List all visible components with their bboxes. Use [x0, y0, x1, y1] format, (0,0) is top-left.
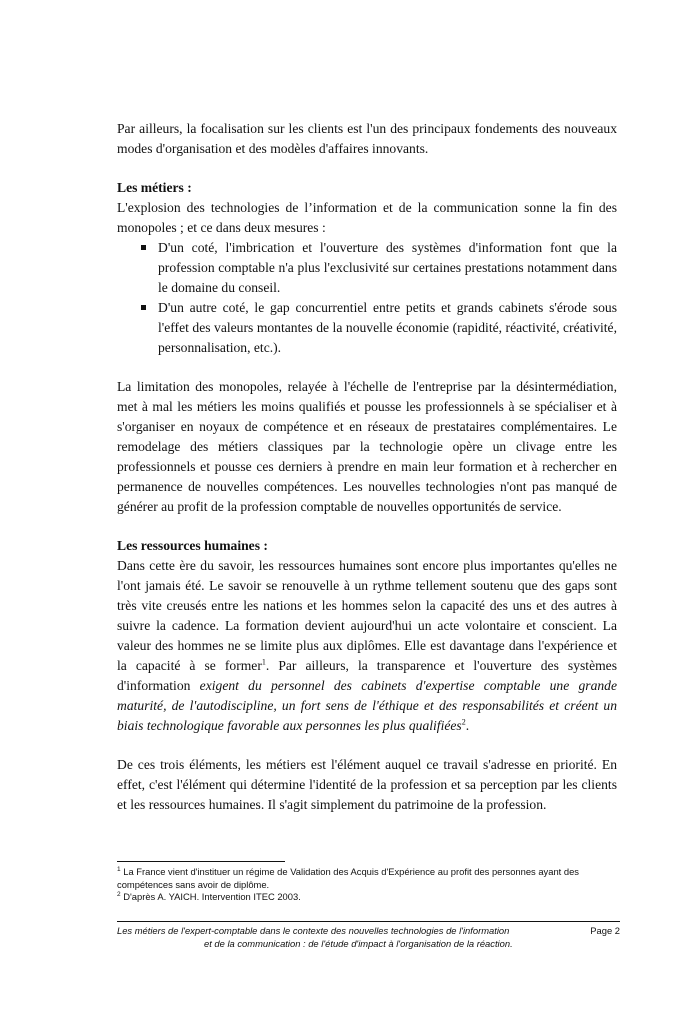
list-item: [117, 298, 617, 358]
ressources-paragraph: [117, 556, 617, 736]
footnote-1: [117, 866, 617, 891]
footer-title-line-1: Les métiers de l'expert-comptable dans le contexte des nouvelles technologies de l'information: [117, 925, 510, 936]
metiers-heading: Les métiers :: [117, 180, 192, 195]
page-number: Page 2: [590, 925, 620, 936]
footnote-number: 1: [117, 865, 121, 873]
document-body: [117, 119, 617, 815]
list-item: [117, 238, 617, 298]
bullet-text: D'un coté, l'imbrication et l'ouverture des systèmes d'information font que la profession comptable n'a plus l'exclusivité sur certaines prestations notamment dans le domaine du conseil.: [158, 240, 617, 295]
footnote-ref-1[interactable]: 1: [261, 657, 266, 667]
square-bullet-icon: [141, 305, 146, 310]
bullet-text: D'un autre coté, le gap concurrentiel entre petits et grands cabinets s'érode sous l'effet des valeurs montantes de la nouvelle économie (rapidité, réactivité, créativité, personnalisation, etc.).: [158, 300, 617, 355]
conclusion-paragraph: De ces trois éléments, les métiers est l'élément auquel ce travail s'adresse en priorité. En effet, c'est l'élément qui détermine l'identité de la profession et sa perception par les clients et les ressources humaines. Il s'agit simplement du patrimoine de la profession.: [117, 757, 617, 812]
ressources-heading: Les ressources humaines :: [117, 538, 268, 553]
monopoles-paragraph: La limitation des monopoles, relayée à l'échelle de l'entreprise par la désintermédiation, met à mal les métiers les moins qualifiés et pousse les professionnels à se spécialiser et à s'organiser en noyaux de compétence et en réseaux de prestataires complémentaires. Le remodelage des métiers classiques par la technologie opère un clivage entre les professionnels et pousse ces derniers à prendre en main leur formation et à rechercher en permanence de nouvelles compétences. Les nouvelles technologies n'ont pas manqué de générer au profit de la profession comptable de nouvelles opportunités de service.: [117, 379, 617, 514]
footnote-number: 2: [117, 890, 121, 898]
ressources-text-a: Dans cette ère du savoir, les ressources humaines sont encore plus importantes qu'elles ne l'ont jamais été. Le savoir se renouvelle à un rythme tellement soutenu que des gaps sont très vite creusés entre les nations et les hommes selon la capacité des uns et des autres à suivre la cadence. La formation devient aujourd'hui un acte volontaire et conscient. La valeur des hommes ne se limite plus aux diplômes. Elle est davantage dans l'expérience et la capacité à se former: [117, 558, 617, 673]
metiers-bullet-list: [117, 238, 617, 358]
footer-title-line-2: et de la communication : de l'étude d'impact à l'organisation de la réaction.: [204, 938, 513, 949]
intro-paragraph: Par ailleurs, la focalisation sur les clients est l'un des principaux fondements des nouveaux modes d'organisation et des modèles d'affaires innovants.: [117, 121, 617, 156]
page-footer: [117, 924, 620, 950]
metiers-paragraph: L'explosion des technologies de l’information et de la communication sonne la fin des monopoles ; et ce dans deux mesures :: [117, 200, 617, 235]
ressources-text-b: . Par ailleurs, la transparence et l'ouverture des systèmes d'information: [117, 658, 618, 693]
footnotes: [117, 866, 617, 904]
square-bullet-icon: [141, 245, 146, 250]
ressources-italic-text: exigent du personnel des cabinets d'expertise comptable une grande maturité, de l'autodiscipline, un fort sens de l'éthique et des responsabilités et créent un biais technologique favorable aux personnes les plus qualifiées: [117, 678, 617, 733]
footer-separator: [117, 921, 620, 922]
ressources-text-end: .: [465, 718, 470, 733]
footnote-ref-2[interactable]: 2: [461, 717, 466, 727]
footnote-text: D'après A. YAICH. Intervention ITEC 2003.: [120, 891, 301, 902]
footnote-text: La France vient d'instituer un régime de Validation des Acquis d'Expérience au profit des personnes ayant des compétences sans avoir de diplôme.: [117, 866, 579, 890]
footnote-2: [117, 891, 617, 904]
footnote-separator: [117, 861, 285, 862]
